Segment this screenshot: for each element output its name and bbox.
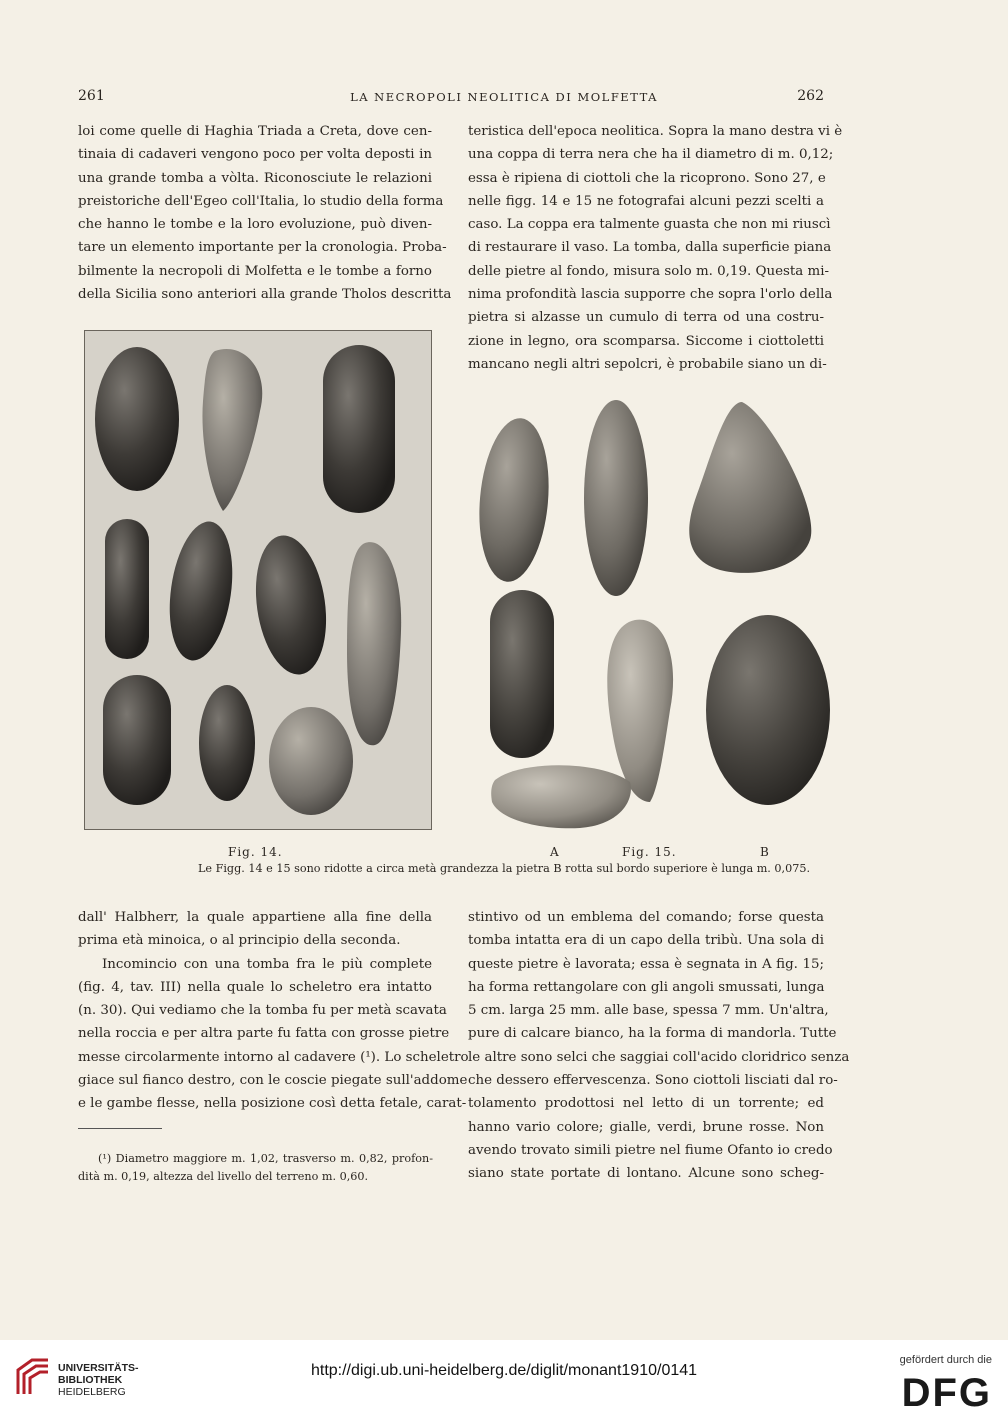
- figure-14-label: Fig. 14.: [228, 845, 283, 859]
- text-line: avendo trovato simili pietre nel fiume Ofanto io credo: [468, 1142, 833, 1158]
- figure-15-photo: [470, 390, 830, 840]
- footnote-line: dità m. 0,19, altezza del livello del terreno m. 0,60.: [78, 1170, 369, 1183]
- text-line: tomba intatta era di un capo della tribù. Una sola di: [468, 933, 824, 949]
- running-header: [0, 88, 1008, 108]
- text-line: una grande tomba a vòlta. Riconosciute le relazioni: [78, 170, 432, 186]
- text-line: caso. La coppa era talmente guasta che non mi riuscì: [468, 217, 831, 233]
- stone: [607, 620, 673, 802]
- page-number-left: 261: [78, 88, 105, 104]
- text-line: prima età minoica, o al principio della seconda.: [78, 933, 401, 949]
- left-column-top: [78, 120, 452, 306]
- running-title: LA NECROPOLI NEOLITICA DI MOLFETTA: [350, 90, 658, 104]
- stone: [103, 675, 171, 805]
- figure-15-label: Fig. 15.: [622, 845, 677, 859]
- text-line: della Sicilia sono anteriori alla grande Tholos descritta: [78, 287, 452, 303]
- funded-by-text: gefördert durch die: [899, 1354, 992, 1366]
- text-line: (n. 30). Qui vediamo che la tomba fu per metà scavata: [78, 1003, 447, 1019]
- text-line: pure di calcare bianco, ha la forma di mandorla. Tutte: [468, 1026, 837, 1042]
- stone: [689, 402, 811, 573]
- figure-caption: Le Figg. 14 e 15 sono ridotte a circa metà grandezza la pietra B rotta sul bordo superiore è lunga m. 0,075.: [197, 862, 810, 875]
- text-line: ha forma rettangolare con gli angoli smussati, lunga: [468, 979, 825, 995]
- text-line: delle pietre al fondo, misura solo m. 0,19. Questa mi-: [468, 263, 830, 279]
- stone: [199, 685, 255, 801]
- stone: [269, 707, 353, 815]
- text-line: (fig. 4, tav. III) nella quale lo scheletro era intatto: [78, 979, 432, 995]
- text-line: messe circolarmente intorno al cadavere (¹). Lo scheletro: [78, 1049, 469, 1065]
- text-line: essa è ripiena di ciottoli che la ricoprono. Sono 27, e: [468, 170, 826, 186]
- text-line: che dessero effervescenza. Sono ciottoli lisciati dal ro-: [468, 1073, 838, 1089]
- page-number-right: 262: [797, 88, 824, 104]
- library-line: HEIDELBERG: [58, 1386, 126, 1398]
- stone: [105, 519, 149, 659]
- text-line: queste pietre è lavorata; essa è segnata in A fig. 15;: [468, 956, 824, 972]
- stone: [491, 765, 631, 828]
- stone: [706, 615, 830, 805]
- library-line: BIBLIOTHEK: [58, 1374, 123, 1386]
- text-line: siano state portate di lontano. Alcune sono scheg-: [468, 1166, 824, 1182]
- text-line: hanno vario colore; gialle, verdi, brune rosse. Non: [468, 1119, 824, 1135]
- text-line: che hanno le tombe e la loro evoluzione, può diven-: [78, 217, 432, 233]
- source-url-link[interactable]: http://digi.ub.uni-heidelberg.de/diglit/monant1910/0141: [310, 1362, 698, 1379]
- figure-15-stones: [470, 390, 830, 840]
- text-line: giace sul fianco destro, con le coscie piegate sull'addome: [78, 1073, 468, 1089]
- right-column-top: [468, 120, 843, 376]
- text-line: e le gambe flesse, nella posizione così detta fetale, carat-: [78, 1096, 467, 1112]
- figure-14-photo: [84, 330, 432, 830]
- text-line: di restaurare il vaso. La tomba, dalla superficie piana: [468, 240, 832, 256]
- figure-14-stones: [85, 331, 431, 829]
- text-line: tinaia di cadaveri vengono poco per volta deposti in: [78, 147, 432, 163]
- text-line: dall' Halbherr, la quale appartiene alla fine della: [78, 910, 432, 925]
- text-line: una coppa di terra nera che ha il diametro di m. 0,12;: [468, 147, 834, 163]
- text-line: le altre sono selci che saggiai coll'acido cloridrico senza: [468, 1049, 850, 1065]
- mark-b: B: [760, 845, 770, 859]
- footnote-line: (¹) Diametro maggiore m. 1,02, trasverso m. 0,82, profon-: [98, 1152, 433, 1165]
- text-line: loi come quelle di Haghia Triada a Creta, dove cen-: [78, 124, 432, 139]
- mark-a: A: [550, 845, 560, 859]
- text-line: preistoriche dell'Egeo coll'Italia, lo studio della forma: [78, 193, 444, 209]
- text-line: stintivo od un emblema del comando; forse questa: [468, 910, 824, 925]
- text-line: tolamento prodottosi nel letto di un torrente; ed: [468, 1096, 824, 1112]
- dfg-logo: DFG: [901, 1371, 992, 1415]
- text-line: pietra si alzasse un cumulo di terra od una costru-: [468, 310, 824, 326]
- text-line: tare un elemento importante per la cronologia. Proba-: [78, 240, 447, 256]
- stone: [490, 590, 554, 758]
- text-line: Incomincio con una tomba fra le più complete: [102, 956, 432, 972]
- stone: [473, 415, 555, 584]
- text-line: nelle figg. 14 e 15 ne fotografai alcuni pezzi scelti a: [468, 193, 824, 209]
- right-column-bottom: [468, 906, 850, 1186]
- text-line: bilmente la necropoli di Molfetta e le tombe a forno: [78, 263, 432, 279]
- stone: [323, 345, 395, 513]
- text-line: teristica dell'epoca neolitica. Sopra la mano destra vi è: [468, 124, 843, 139]
- left-column-bottom: [78, 906, 469, 1116]
- stone: [95, 347, 179, 491]
- text-line: zione in legno, ora scomparsa. Siccome i ciottoletti: [468, 333, 824, 349]
- text-line: mancano negli altri sepolcri, è probabile siano un di-: [468, 356, 827, 372]
- footnote: [78, 1150, 433, 1186]
- text-line: 5 cm. larga 25 mm. alle base, spessa 7 mm. Un'altra,: [468, 1003, 829, 1019]
- text-line: nima profondità lascia supporre che sopra l'orlo della: [468, 287, 833, 303]
- library-line: UNIVERSITÄTS-: [58, 1362, 139, 1374]
- footnote-rule: [78, 1128, 162, 1129]
- text-line: nella roccia e per altra parte fu fatta con grosse pietre: [78, 1026, 450, 1042]
- stone: [584, 400, 648, 596]
